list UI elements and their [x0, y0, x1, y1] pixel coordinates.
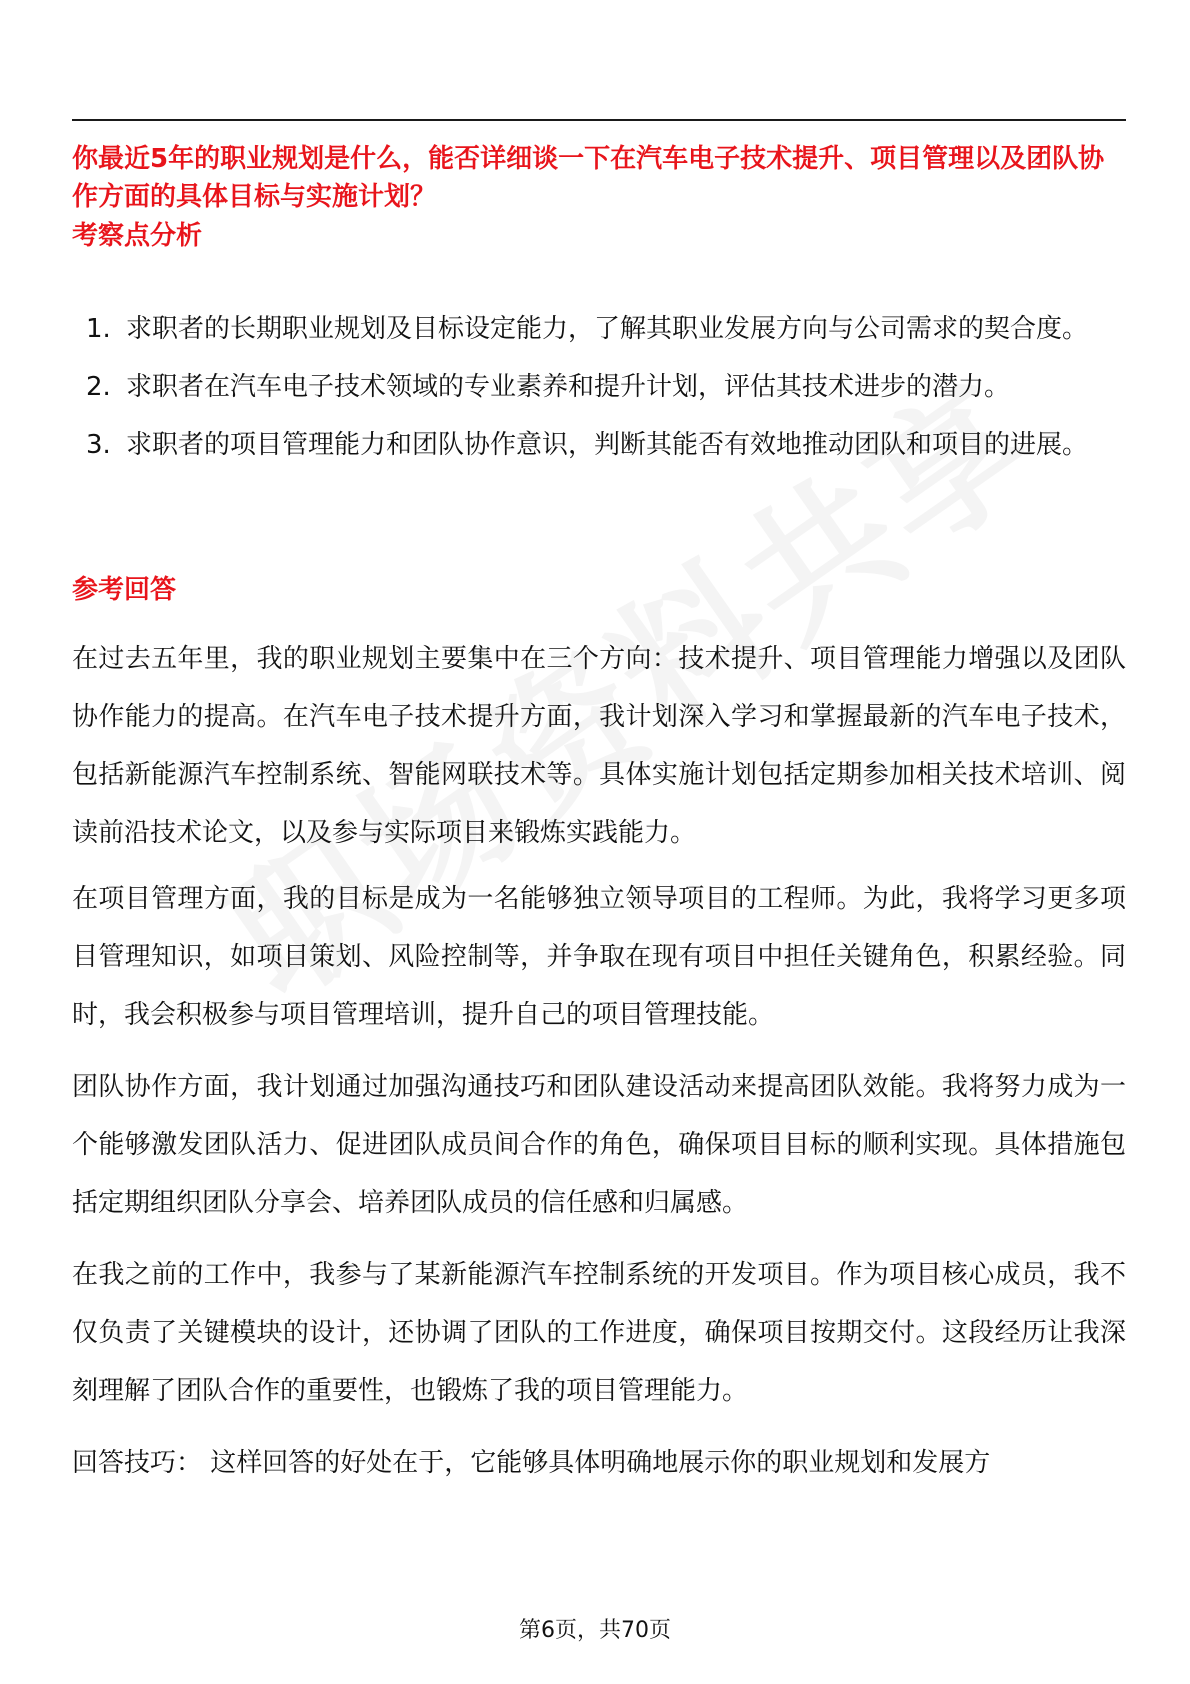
analysis-point	[72, 416, 1126, 474]
answer-paragraph: 团队协作方面，我计划通过加强沟通技巧和团队建设活动来提高团队效能。我将努力成为一个能够激发团队活力、促进团队成员间合作的角色，确保项目目标的顺利实现。具体措施包括定期组织团队分享会、培养团队成员的信任感和归属感。	[72, 1072, 1126, 1218]
page-number: 第6页，共70页	[519, 1618, 671, 1643]
point-number: 1.	[86, 314, 111, 344]
point-number: 3.	[86, 430, 111, 460]
reference-heading: 参考回答	[72, 575, 177, 605]
answer-paragraph: 在过去五年里，我的职业规划主要集中在三个方向：技术提升、项目管理能力增强以及团队协作能力的提高。在汽车电子技术提升方面，我计划深入学习和掌握最新的汽车电子技术，包括新能源汽车控制系统、智能网联技术等。具体实施计划包括定期参加相关技术培训、阅读前沿技术论文，以及参与实际项目来锻炼实践能力。	[72, 644, 1126, 848]
question-title: 你最近5年的职业规划是什么，能否详细谈一下在汽车电子技术提升、项目管理以及团队协作方面的具体目标与实施计划？	[72, 144, 1105, 212]
point-text: 求职者的项目管理能力和团队协作意识，判断其能否有效地推动团队和项目的进展。	[126, 430, 1089, 460]
answer-paragraph: 在项目管理方面，我的目标是成为一名能够独立领导项目的工程师。为此，我将学习更多项目管理知识，如项目策划、风险控制等，并争取在现有项目中担任关键角色，积累经验。同时，我会积极参与项目管理培训，提升自己的项目管理技能。	[72, 884, 1126, 1030]
point-text: 求职者在汽车电子技术领域的专业素养和提升计划，评估其技术进步的潜力。	[126, 372, 1011, 402]
analysis-point	[72, 358, 1126, 416]
point-text: 求职者的长期职业规划及目标设定能力，了解其职业发展方向与公司需求的契合度。	[126, 314, 1089, 344]
analysis-point	[72, 300, 1126, 358]
top-divider	[72, 119, 1126, 121]
answer-paragraph: 在我之前的工作中，我参与了某新能源汽车控制系统的开发项目。作为项目核心成员，我不仅负责了关键模块的设计，还协调了团队的工作进度，确保项目按期交付。这段经历让我深刻理解了团队合作的重要性，也锻炼了我的项目管理能力。	[72, 1260, 1126, 1406]
answer-tip-paragraph: 回答技巧： 这样回答的好处在于，它能够具体明确地展示你的职业规划和发展方	[72, 1448, 991, 1478]
point-number: 2.	[86, 372, 111, 402]
analysis-heading: 考察点分析	[72, 221, 203, 251]
analysis-point-list	[72, 300, 1126, 474]
